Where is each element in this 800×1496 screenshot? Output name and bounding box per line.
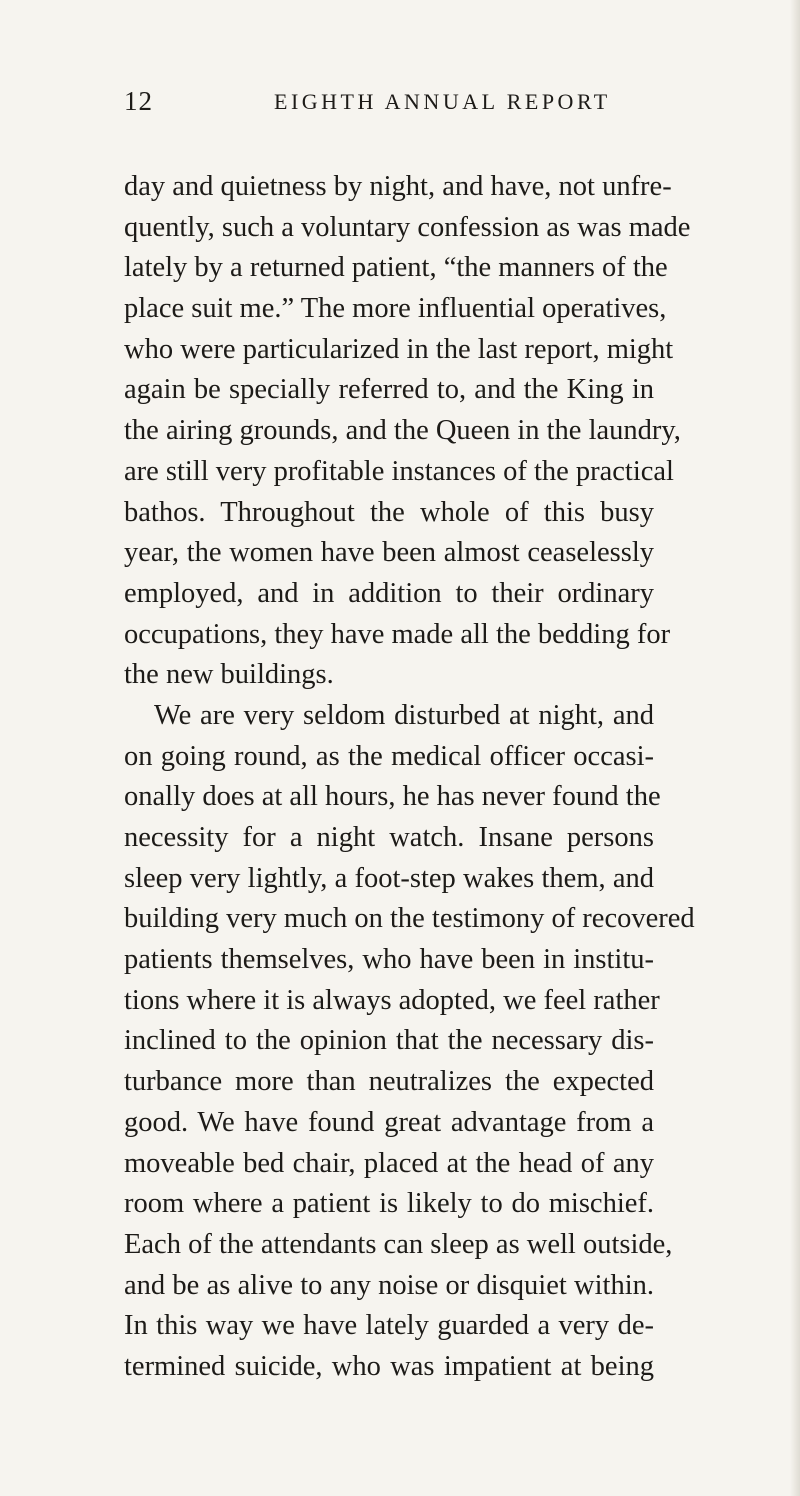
text-line: employed, and in addition to their ordinary: [124, 577, 654, 609]
text-line: are still very profitable instances of the practical: [124, 455, 674, 487]
text-line: moveable bed chair, placed at the head of any: [124, 1147, 654, 1179]
text-line: termined suicide, who was impatient at being: [124, 1350, 654, 1382]
text-line: lately by a returned patient, “the manners of the: [124, 252, 668, 284]
text-line: who were particularized in the last report, might: [124, 333, 674, 365]
text-line: occupations, they have made all the bedding for: [124, 618, 671, 650]
text-line: again be specially referred to, and the King in: [124, 374, 654, 406]
text-line: good. We have found great advantage from a: [124, 1106, 654, 1138]
text-line: day and quietness by night, and have, not unfre-: [124, 171, 672, 202]
page-edge-shadow: [790, 0, 800, 1496]
page-header: [124, 86, 624, 126]
text-line: room where a patient is likely to do mischief.: [124, 1188, 654, 1220]
text-line: We are very seldom disturbed at night, and: [154, 699, 654, 731]
text-line: the airing grounds, and the Queen in the laundry,: [124, 415, 681, 447]
text-line: tions where it is always adopted, we feel rather: [124, 984, 660, 1016]
text-line: year, the women have been almost ceaselessly: [124, 537, 654, 569]
paragraph-2: [124, 696, 695, 1388]
running-head: EIGHTH ANNUAL REPORT: [274, 89, 611, 114]
text-line: the new buildings.: [124, 659, 334, 691]
text-line: bathos. Throughout the whole of this busy: [124, 496, 654, 528]
paragraph-1: [124, 167, 691, 696]
text-line: patients themselves, who have been in institu-: [124, 944, 654, 976]
text-line: and be as alive to any noise or disquiet within.: [124, 1269, 654, 1301]
text-line: sleep very lightly, a foot-step wakes them, and: [124, 862, 654, 894]
text-line: necessity for a night watch. Insane persons: [124, 822, 654, 853]
body-text: [124, 167, 695, 1388]
page-number: 12: [124, 86, 153, 116]
text-line: place suit me.” The more influential operatives,: [124, 293, 667, 325]
text-line: onally does at all hours, he has never found the: [124, 781, 661, 813]
text-line: In this way we have lately guarded a very de-: [124, 1310, 654, 1342]
text-line: inclined to the opinion that the necessary dis-: [124, 1025, 654, 1057]
text-line: building very much on the testimony of recovered: [124, 903, 695, 935]
text-line: Each of the attendants can sleep as well outside,: [124, 1228, 673, 1260]
text-line: quently, such a voluntary confession as was made: [124, 211, 691, 243]
text-line: on going round, as the medical officer occasi-: [124, 740, 654, 772]
text-line: turbance more than neutralizes the expected: [124, 1066, 654, 1098]
